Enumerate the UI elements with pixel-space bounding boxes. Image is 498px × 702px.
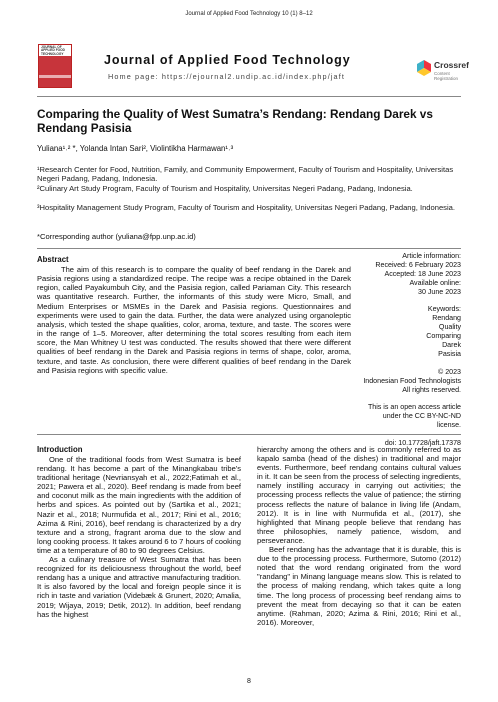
copyright-year: © 2023 [438,367,461,376]
journal-title: Journal of Applied Food Technology [104,53,351,67]
introduction-heading: Introduction [37,445,83,454]
intro-right-column [257,445,461,627]
keyword-item: Comparing [426,332,461,341]
page-number: 8 [247,678,251,685]
crossref-sub1: Content [434,71,450,76]
paper-title [37,107,461,135]
crossref-sub2: Registration [434,76,459,81]
available-date: 30 June 2023 [418,287,461,296]
affiliation-1: ¹Research Center for Food, Nutrition, Family, and Community Empowerment, Faculty of Tourism and Hospitality, Universitas Negeri Padang, Padang, Indonesia. [37,165,454,184]
keyword-item: Quality [438,323,461,332]
intro-paragraph: One of the traditional foods from West Sumatra is beef rendang. It has become a part of the Minangkabau tribe's traditional heritage (Nevriansyah et al., 2022;Fatimah et al., 2021; Pawera et al., 2020). Beef rendang is made from beef and coconut milk as the main ingredients with the addition of herbs and spices. As pointed out by (Sartika et al., 2021; Nazir et al., 2018; Nurmufida et al., 2017; Rini et al., 2016; Azima & Rini, 2016), beef rendang is characterized by a dry texture and a strong, fragrant aroma due to the slow and long cooking process. It takes around 6 to 7 hours of cooking time at a temperature of 80 to 90 degrees Celsius. [37,455,241,555]
keyword-item: Darek [442,341,461,350]
article-info-sidebar [352,252,461,448]
title-line-2: Rendang Pasisia [37,121,132,135]
doi-link[interactable]: doi: 10.17728/jaft.17378 [384,438,461,447]
crossref-icon [417,59,432,79]
intro-paragraph: hierarchy among the others and is commonly referred to as kapalo samba (head of the dishes) in traditional and major events. Furthermore, beef rendang contains cultural values in it. It can be seen from the process of selecting ingredients, namely instilling accuracy in carrying out activities; the processing process reflects the value of patience; the stirring process reflects the nature of balance in living life (Andam, 2012). It is in line with Nurmufida et al., (2017), she highlighted that Minang people believe that rendang has three philosophies, namely patience, wisdom, and perseverance. [257,445,461,545]
journal-cover-image [38,44,72,88]
received-date: Received: 6 February 2023 [375,260,461,269]
crossref-name: Crossref [434,60,469,70]
cover-label: JOURNAL OF APPLIED FOOD TECHNOLOGY [41,45,65,56]
keyword-item: Rendang [432,314,461,323]
license-line-1: This is an open access article [367,403,461,412]
accepted-date: Accepted: 18 June 2023 [384,269,461,278]
keyword-item: Pasisia [438,349,461,358]
rights-statement: All rights reserved. [402,385,461,394]
article-info-heading: Article information: [402,252,461,260]
running-header: Journal of Applied Food Technology 10 (1) 8–12 [185,11,313,17]
intro-divider [37,434,461,435]
license-line-3: license. [436,421,461,430]
available-label: Available online: [409,278,461,287]
intro-left-column [37,455,241,619]
crossref-logo[interactable] [417,59,479,87]
copyright-holder: Indonesian Food Technologists [363,376,461,385]
intro-paragraph: Beef rendang has the advantage that it is durable, this is due to the processing process. Furthermore, Sutomo (2012) noted that the word rendang originated from the word "randang" in Minang language means slow. This is related to the process of making rendang, which takes quite a long time. The long process of processing beef rendang aims to prevent the meat from decaying so that it can be eaten anytime. (Rahman, 2020; Azima & Rini, 2016; Rini et al., 2016). Moreover, [257,545,461,627]
corresponding-author: *Corresponding author (yuliana@fpp.unp.ac.id) [37,232,196,241]
affiliation-2: ²Culinary Art Study Program, Faculty of Tourism and Hospitality, Universitas Negeri Padang, Padang, Indonesia. [37,184,413,193]
author-list: Yuliana¹˒² *, Yolanda Intan Sari², Violintikha Harmawan¹˒³ [37,144,234,153]
abstract-heading: Abstract [37,255,69,264]
affiliation-3: ³Hospitality Management Study Program, Faculty of Tourism and Hospitality, Universitas Negeri Padang, Padang, Indonesia. [37,203,456,212]
abstract-text: The aim of this research is to compare the quality of beef rendang in the Darek and Pasisia regions using a standardized recipe. The recipe was a recipe obtained in the Darek region, called Payakumbuh City, and the Pasisia region, called Pariaman City. This research was quantitative research. Further, the informants of this study were Micro, Small, and Medium Enterprises or MSMEs in the Darek and Pasisia regions. Questionnaires and experiments were used to gain the data. Further, the data were analyzed using organoleptic analysis, which tested the shape qualities, color, aroma, texture, and taste. The scores were in the range of 1–5. Moreover, after determining the total scores resulting from each item score, the Man Whitney U test was conducted. The results showed that there were different qualities of beef rendang in the Darek and Pasisia regions in terms of shape, color, aroma, texture, and taste. As conclusion, there were different qualities of beef rendang in the Darek and Pasisia regions with specific value. [37,265,351,375]
header-divider [37,96,461,97]
abstract-divider [37,248,461,249]
keywords-heading: Keywords: [427,305,461,314]
journal-homepage-link[interactable]: Home page: https://ejournal2.undip.ac.id/index.php/jaft [108,72,345,81]
intro-paragraph: As a culinary treasure of West Sumatra that has been recognized for its deliciousness throughout the world, beef rendang has a unique and attractive manufacturing tradition. It is also favored by the local and foreign people since it is rich in taste and variation (Videbæk & Grunert, 2020; Amalia, 2019; Wijaya, 2019; Detik, 2012). In addition, beef rendang has the highest [37,555,241,619]
title-line-1: Comparing the Quality of West Sumatra’s Rendang: Rendang Darek vs [37,107,433,121]
license-line-2[interactable]: under the CC BY-NC-ND [382,412,461,421]
